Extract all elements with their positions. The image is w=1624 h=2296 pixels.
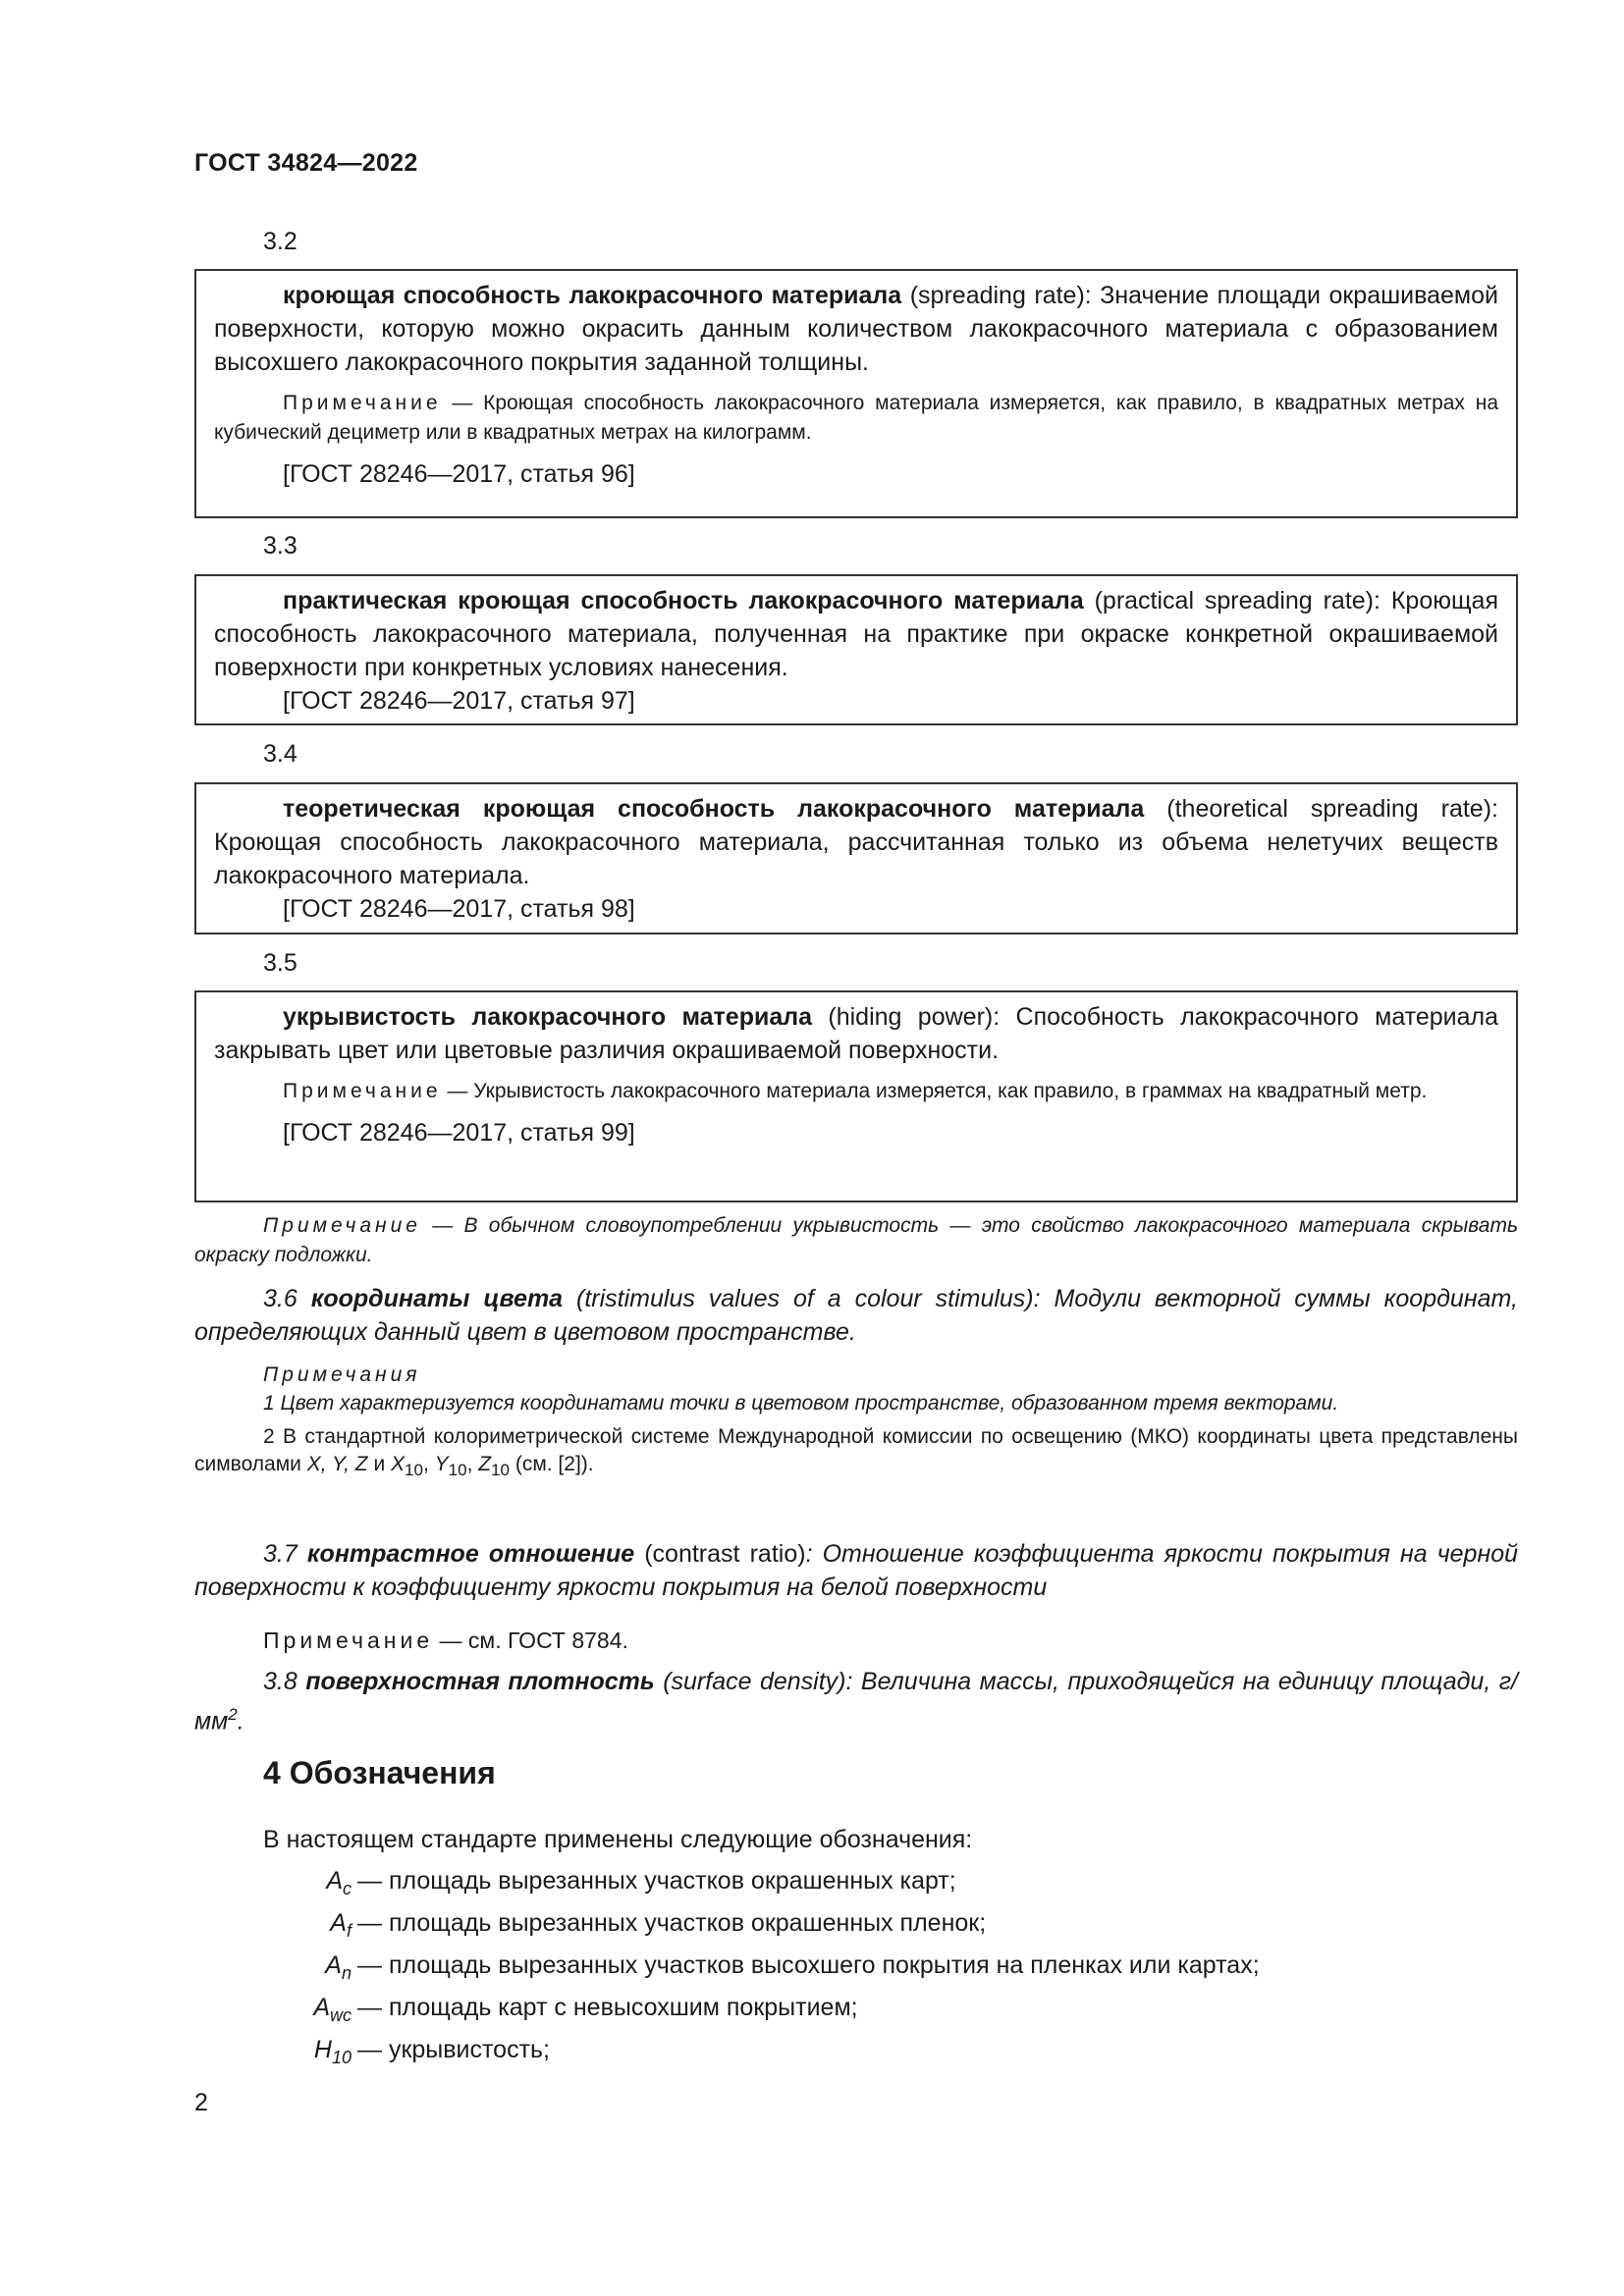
symbol-row: [263, 2036, 1441, 2075]
definition: [194, 1665, 1518, 1737]
definition-text: Модули векторной суммы координат, определяющих данный цвет в цветовом пространстве.: [194, 1285, 1518, 1346]
symbol-z: Z: [478, 1453, 492, 1475]
symbol-x: X: [391, 1453, 406, 1475]
symbol-subscript: n: [341, 1963, 352, 1983]
subscript: 10: [448, 1461, 467, 1480]
definition: [214, 584, 1498, 684]
term: кроющая способность лакокрасочного материала: [283, 282, 902, 309]
symbol-subscript: 10: [331, 2048, 352, 2067]
source-reference: [ГОСТ 28246—2017, статья 98]: [283, 895, 635, 923]
term-english: (tristimulus values of a colour stimulus):: [563, 1285, 1055, 1312]
definition: [194, 1537, 1518, 1604]
reference: (см. [2]).: [510, 1453, 594, 1475]
entry-number: 3.2: [263, 228, 298, 255]
definition: [194, 1282, 1518, 1349]
definition-text: Кроющая способность лакокрасочного материала, полученная на практике при окраске конкретной окрашиваемой поверхности при конкретных условиях нанесения.: [214, 587, 1498, 681]
term-english: (spreading rate):: [901, 282, 1101, 309]
entry-number: 3.7: [263, 1540, 307, 1568]
entry-number: 3.5: [263, 949, 298, 977]
symbol-description: — площадь карт с невысохшим покрытием;: [357, 1994, 858, 2021]
symbol-subscript: wc: [330, 2005, 352, 2025]
separator: ,: [466, 1453, 479, 1475]
note: [214, 389, 1498, 448]
definition-text: Значение площади окрашиваемой поверхности, которую можно окрасить данным количеством лакокрасочного материала с образованием высохшего лакокрасочного покрытия заданной толщины.: [214, 282, 1498, 376]
definition-text: Кроющая способность лакокрасочного материала, рассчитанная только из объема нелетучих веществ лакокрасочного материала.: [214, 828, 1498, 889]
symbol-base: A: [326, 1867, 343, 1895]
note: [194, 1626, 1518, 1655]
definition-box: [194, 990, 1518, 1202]
note-2-text: 2 В стандартной колориметрической системе Международной комиссии по освещению (МКО) координаты цвета представлены символами: [194, 1425, 1518, 1475]
symbol-base: A: [330, 1909, 347, 1937]
symbol-description: — площадь вырезанных участков окрашенных пленок;: [357, 1909, 987, 1937]
symbol-row: [263, 1951, 1441, 1991]
note-label: Примечание: [263, 1628, 434, 1653]
symbol-subscript: c: [343, 1879, 352, 1898]
symbol-row: [263, 1867, 1441, 1906]
definition: [214, 279, 1498, 379]
entry-number: 3.3: [263, 532, 298, 560]
source-reference: [ГОСТ 28246—2017, статья 99]: [283, 1119, 635, 1147]
note-2: [194, 1423, 1518, 1484]
page-number: 2: [194, 2089, 208, 2116]
section-title: 4 Обозначения: [263, 1755, 496, 1790]
term-english: (contrast ratio): [634, 1540, 806, 1568]
definition-text: : Отношение коэффициента яркости покрытия на черной поверхности к коэффициенту яркости покрытия на белой поверхности: [194, 1540, 1519, 1601]
definition: [214, 1000, 1498, 1067]
term-english: (practical spreading rate):: [1083, 587, 1391, 614]
notes-label: Примечания: [263, 1363, 421, 1386]
symbol: [263, 1994, 352, 2026]
symbol-row: [263, 1909, 1441, 1949]
superscript: 2: [228, 1705, 238, 1724]
definition-box: [194, 782, 1518, 934]
document-header: ГОСТ 34824—2022: [194, 149, 418, 177]
note-1: 1 Цвет характеризуется координатами точки в цветовом пространстве, образованном тремя векторами.: [263, 1392, 1339, 1415]
symbol: [263, 1867, 352, 1899]
entry-3-8: [194, 1665, 1518, 1737]
note-block: [194, 1211, 1518, 1270]
note-label: Примечание: [283, 1080, 442, 1102]
definition-text: Величина массы, приходящейся на единицу площади, г/мм: [194, 1668, 1518, 1735]
separator: ,: [422, 1453, 435, 1475]
conjunction: и: [367, 1453, 392, 1475]
symbol-row: [263, 1994, 1441, 2033]
symbols-xyz: X, Y, Z: [306, 1453, 368, 1475]
note-text: — Кроющая способность лакокрасочного материала измеряется, как правило, в квадратных метрах на кубический дециметр или в квадратных метрах на килограмм.: [214, 392, 1498, 444]
definition-box: [194, 574, 1518, 725]
symbol-description: — площадь вырезанных участков высохшего покрытия на пленках или картах;: [357, 1951, 1260, 1979]
period: .: [237, 1707, 244, 1735]
note-label: Примечание: [283, 392, 442, 414]
entry-number: 3.6: [263, 1285, 311, 1312]
note: [214, 1077, 1498, 1106]
symbol-base: A: [325, 1951, 342, 1979]
entry-3-6: [194, 1282, 1518, 1484]
term-english: (surface density):: [654, 1668, 861, 1695]
note-text: — В обычном словоупотреблении укрывистость — это свойство лакокрасочного материала скрывать окраску подложки.: [194, 1214, 1518, 1266]
symbol-subscript: f: [346, 1921, 352, 1941]
definition: [214, 792, 1498, 892]
term: укрывистость лакокрасочного материала: [283, 1003, 813, 1031]
definition-text: Способность лакокрасочного материала закрывать цвет или цветовые различия окрашиваемой поверхности.: [214, 1003, 1499, 1064]
definition-box: [194, 269, 1518, 518]
note: [194, 1211, 1518, 1270]
note-text: — см. ГОСТ 8784.: [433, 1628, 628, 1653]
term: теоретическая кроющая способность лакокрасочного материала: [283, 795, 1145, 823]
symbol-base: H: [313, 2036, 332, 2063]
subscript: 10: [491, 1461, 510, 1480]
symbol-y: Y: [434, 1453, 449, 1475]
source-reference: [ГОСТ 28246—2017, статья 96]: [283, 460, 635, 488]
term: координаты цвета: [310, 1285, 564, 1312]
note-text: — Укрывистость лакокрасочного материала измеряется, как правило, в граммах на квадратный метр.: [441, 1080, 1428, 1102]
term: практическая кроющая способность лакокрасочного материала: [283, 587, 1084, 614]
term-english: (theoretical spreading rate):: [1144, 795, 1498, 823]
symbol: [263, 1909, 352, 1942]
entry-3-7: [194, 1537, 1518, 1655]
symbol: [263, 2036, 352, 2068]
section-intro: В настоящем стандарте применены следующие обозначения:: [263, 1826, 973, 1853]
symbol-description: — площадь вырезанных участков окрашенных карт;: [357, 1867, 956, 1895]
source-reference: [ГОСТ 28246—2017, статья 97]: [283, 687, 635, 715]
note-label: Примечание: [263, 1214, 421, 1237]
entry-number: 3.8: [263, 1668, 306, 1695]
term-english: (hiding power):: [812, 1003, 1016, 1031]
symbol-base: A: [313, 1994, 330, 2021]
term: контрастное отношение: [306, 1540, 635, 1568]
notes-heading: [194, 1361, 1518, 1390]
symbol: [263, 1951, 352, 1984]
symbol-description: — укрывистость;: [357, 2036, 550, 2063]
subscript: 10: [405, 1461, 423, 1480]
term: поверхностная плотность: [305, 1668, 655, 1695]
entry-number: 3.4: [263, 740, 298, 768]
